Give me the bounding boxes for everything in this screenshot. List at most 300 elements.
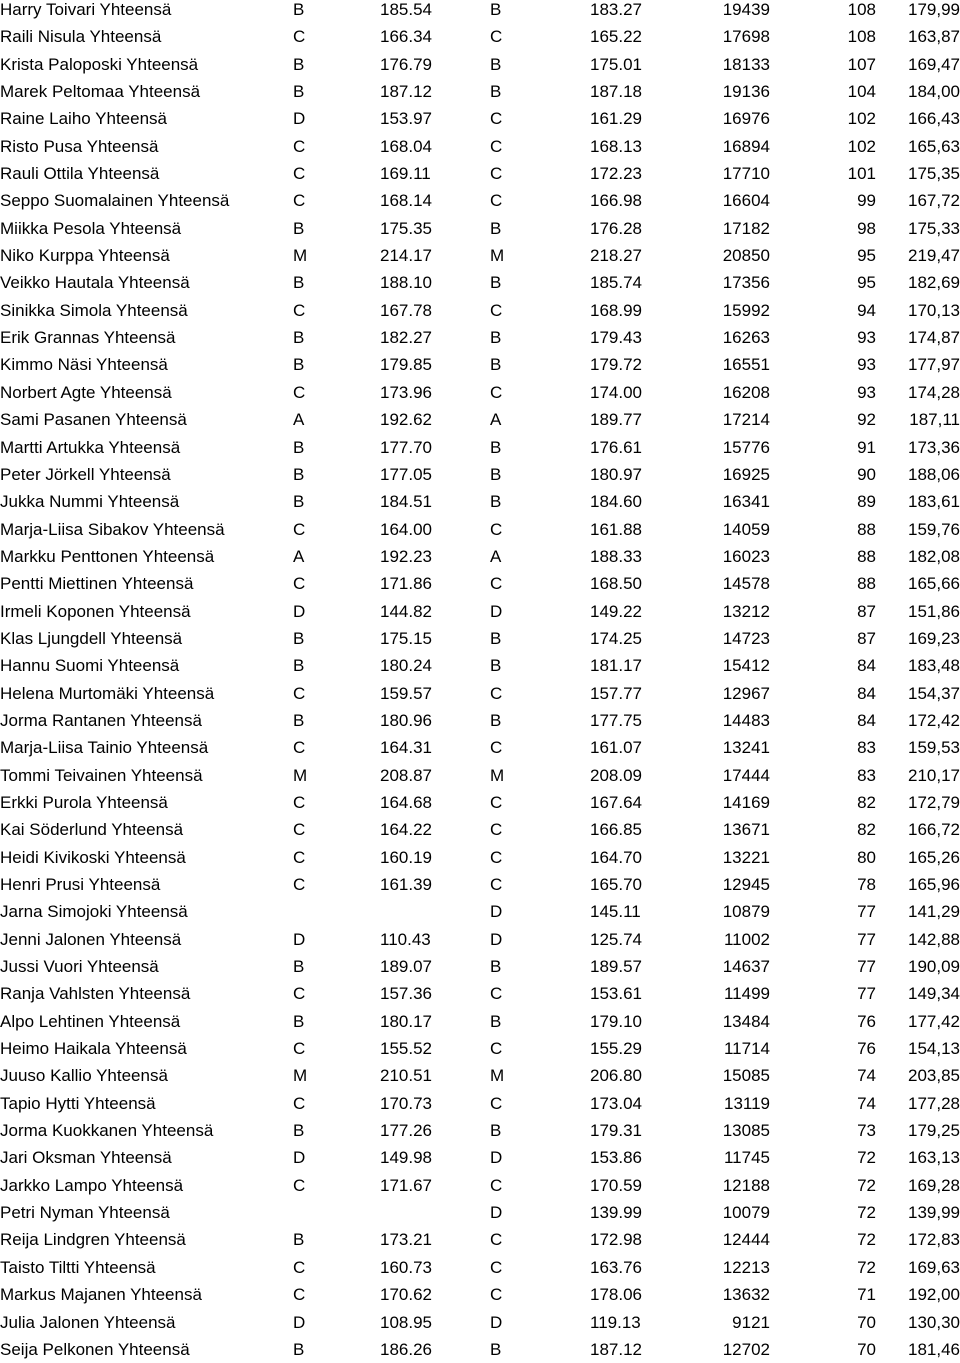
- class-cell-2: C: [490, 1230, 503, 1250]
- total-pins-cell: 14723: [722, 628, 770, 648]
- overall-average-cell: 166,43: [908, 109, 960, 129]
- class-cell-2: C: [490, 683, 503, 703]
- player-name-cell: Marja-Liisa Tainio Yhteensä: [0, 738, 209, 758]
- player-name-cell: Jari Oksman Yhteensä: [0, 1148, 172, 1168]
- total-pins-cell: 12444: [722, 1230, 770, 1250]
- average-cell-2: 188.33: [590, 546, 642, 566]
- average-cell-2: 179.10: [590, 1011, 642, 1031]
- games-count-cell: 87: [857, 601, 876, 621]
- class-cell-1: C: [293, 300, 306, 320]
- table-row: [0, 215, 960, 242]
- total-pins-cell: 15992: [722, 300, 770, 320]
- average-cell-2: 164.70: [590, 847, 642, 867]
- total-pins-cell: 12945: [722, 875, 770, 894]
- average-cell-1: 180.24: [380, 656, 432, 676]
- class-cell-2: M: [490, 246, 505, 266]
- average-cell-1: 160.19: [380, 847, 432, 867]
- average-cell-1: 159.57: [380, 683, 432, 703]
- average-cell-2: 176.61: [590, 437, 642, 457]
- total-pins-cell: 16976: [722, 109, 770, 129]
- table-row: [0, 242, 960, 269]
- total-pins-cell: 17356: [722, 273, 770, 293]
- table-row: [0, 351, 960, 378]
- overall-average-cell: 182,08: [908, 546, 960, 566]
- overall-average-cell: 172,79: [908, 792, 960, 812]
- average-cell-1: 169.11: [380, 164, 431, 184]
- player-name-cell: Krista Paloposki Yhteensä: [0, 54, 199, 74]
- player-name-cell: Raine Laiho Yhteensä: [0, 109, 167, 129]
- table-row: [0, 1281, 960, 1308]
- games-count-cell: 88: [857, 546, 876, 566]
- games-count-cell: 88: [857, 519, 876, 539]
- class-cell-2: B: [490, 628, 502, 648]
- class-cell-2: M: [490, 1066, 505, 1086]
- total-pins-cell: 13632: [722, 1285, 770, 1305]
- average-cell-2: 119.13: [590, 1312, 641, 1332]
- total-pins-cell: 11745: [723, 1148, 770, 1168]
- games-count-cell: 80: [857, 847, 876, 867]
- table-row: [0, 953, 960, 980]
- table-row: [0, 734, 960, 761]
- games-count-cell: 84: [857, 656, 876, 676]
- class-cell-1: B: [293, 1230, 305, 1250]
- overall-average-cell: 192,00: [908, 1285, 960, 1305]
- overall-average-cell: 169,63: [908, 1257, 960, 1277]
- average-cell-1: 188.10: [380, 273, 432, 293]
- player-name-cell: Peter Jörkell Yhteensä: [0, 464, 171, 484]
- class-cell-2: C: [490, 136, 503, 156]
- total-pins-cell: 11714: [723, 1039, 770, 1059]
- table-row: [0, 543, 960, 570]
- class-cell-2: A: [490, 410, 502, 430]
- player-name-cell: Seppo Suomalainen Yhteensä: [0, 191, 230, 211]
- class-cell-1: D: [293, 1148, 306, 1168]
- total-pins-cell: 12702: [722, 1339, 770, 1359]
- player-name-cell: Jussi Vuori Yhteensä: [0, 957, 159, 977]
- games-count-cell: 90: [857, 464, 876, 484]
- average-cell-1: 186.26: [380, 1339, 432, 1359]
- class-cell-1: C: [293, 519, 306, 539]
- class-cell-1: C: [293, 164, 306, 184]
- table-row: [0, 461, 960, 488]
- games-count-cell: 72: [857, 1230, 876, 1250]
- average-cell-2: 163.76: [590, 1257, 642, 1277]
- overall-average-cell: 190,09: [908, 957, 960, 977]
- average-cell-1: 177.05: [380, 464, 432, 484]
- games-count-cell: 82: [857, 820, 876, 840]
- overall-average-cell: 167,72: [908, 191, 960, 211]
- games-count-cell: 74: [857, 1093, 876, 1113]
- average-cell-1: 182.27: [380, 328, 432, 348]
- overall-average-cell: 165,26: [908, 847, 960, 867]
- games-count-cell: 89: [857, 492, 876, 512]
- total-pins-cell: 13221: [722, 847, 770, 867]
- table-row: [0, 1199, 960, 1226]
- average-cell-1: 185.54: [380, 0, 432, 19]
- player-name-cell: Reija Lindgren Yhteensä: [0, 1230, 186, 1250]
- average-cell-2: 187.18: [590, 82, 642, 102]
- class-cell-2: B: [490, 656, 502, 676]
- average-cell-2: 170.59: [590, 1175, 642, 1195]
- player-name-cell: Julia Jalonen Yhteensä: [0, 1312, 176, 1332]
- overall-average-cell: 172,42: [908, 710, 960, 730]
- player-name-cell: Jorma Rantanen Yhteensä: [0, 710, 202, 730]
- average-cell-2: 179.43: [590, 328, 642, 348]
- total-pins-cell: 11002: [723, 929, 770, 949]
- player-name-cell: Raili Nisula Yhteensä: [0, 27, 162, 47]
- class-cell-1: C: [293, 683, 306, 703]
- games-count-cell: 93: [857, 328, 876, 348]
- average-cell-2: 189.57: [590, 957, 642, 977]
- total-pins-cell: 15085: [722, 1066, 770, 1086]
- average-cell-1: [380, 1199, 490, 1226]
- average-cell-2: 168.50: [590, 574, 642, 594]
- total-pins-cell: 17698: [722, 27, 770, 47]
- games-count-cell: 101: [847, 164, 876, 184]
- overall-average-cell: 154,13: [908, 1039, 960, 1059]
- games-count-cell: 76: [857, 1011, 876, 1031]
- table-row: [0, 187, 960, 214]
- overall-average-cell: 179,25: [908, 1121, 960, 1141]
- class-cell-1: A: [293, 410, 305, 430]
- class-cell-2: D: [490, 902, 503, 922]
- games-count-cell: 77: [857, 929, 876, 949]
- total-pins-cell: 14169: [722, 792, 770, 812]
- table-row: [0, 1090, 960, 1117]
- player-name-cell: Harry Toivari Yhteensä: [0, 0, 172, 19]
- average-cell-1: 168.04: [380, 136, 432, 156]
- table-row: [0, 160, 960, 187]
- average-cell-1: 164.31: [380, 738, 432, 758]
- games-count-cell: 70: [857, 1312, 876, 1332]
- average-cell-1: 180.96: [380, 710, 432, 730]
- class-cell-2: C: [490, 875, 503, 894]
- average-cell-2: 184.60: [590, 492, 642, 512]
- player-name-cell: Hannu Suomi Yhteensä: [0, 656, 180, 676]
- total-pins-cell: 16208: [722, 382, 770, 402]
- games-count-cell: 102: [847, 136, 876, 156]
- player-name-cell: Jorma Kuokkanen Yhteensä: [0, 1121, 214, 1141]
- average-cell-1: 110.43: [380, 929, 431, 949]
- overall-average-cell: 165,63: [908, 136, 960, 156]
- class-cell-2: C: [490, 738, 503, 758]
- overall-average-cell: 187,11: [909, 410, 960, 430]
- average-cell-1: 177.70: [380, 437, 432, 457]
- table-row: [0, 570, 960, 597]
- average-cell-2: 179.72: [590, 355, 642, 375]
- average-cell-1: 160.73: [380, 1257, 432, 1277]
- class-cell-1: C: [293, 847, 306, 867]
- class-cell-1: C: [293, 574, 306, 594]
- class-cell-1: B: [293, 54, 305, 74]
- class-cell-2: C: [490, 574, 503, 594]
- average-cell-2: 208.09: [590, 765, 642, 785]
- overall-average-cell: 183,48: [908, 656, 960, 676]
- class-cell-2: M: [490, 765, 505, 785]
- games-count-cell: 107: [847, 54, 876, 74]
- total-pins-cell: 17214: [722, 410, 770, 430]
- class-cell-1: C: [293, 875, 306, 894]
- overall-average-cell: 181,46: [908, 1339, 960, 1359]
- total-pins-cell: 15412: [722, 656, 770, 676]
- class-cell-2: C: [490, 1257, 503, 1277]
- class-cell-1: C: [293, 1285, 306, 1305]
- overall-average-cell: 139,99: [908, 1203, 960, 1223]
- class-cell-2: D: [490, 1148, 503, 1168]
- average-cell-2: 165.22: [590, 27, 642, 47]
- table-row: [0, 516, 960, 543]
- average-cell-2: 176.28: [590, 218, 642, 238]
- games-count-cell: 95: [857, 246, 876, 266]
- average-cell-2: 175.01: [590, 54, 642, 74]
- total-pins-cell: 13241: [722, 738, 770, 758]
- class-cell-2: D: [490, 1203, 503, 1223]
- class-cell-2: C: [490, 27, 503, 47]
- overall-average-cell: 142,88: [908, 929, 960, 949]
- games-count-cell: 102: [847, 109, 876, 129]
- table-row: [0, 133, 960, 160]
- average-cell-1: 170.73: [380, 1093, 432, 1113]
- table-row: [0, 0, 960, 23]
- table-row: [0, 1008, 960, 1035]
- average-cell-1: 187.12: [380, 82, 432, 102]
- average-cell-2: 153.86: [590, 1148, 642, 1168]
- class-cell-2: C: [490, 1093, 503, 1113]
- average-cell-1: 171.86: [380, 574, 432, 594]
- class-cell-2: D: [490, 601, 503, 621]
- player-name-cell: Risto Pusa Yhteensä: [0, 136, 159, 156]
- player-name-cell: Jarkko Lampo Yhteensä: [0, 1175, 184, 1195]
- average-cell-1: 108.95: [380, 1312, 432, 1332]
- overall-average-cell: 165,96: [908, 875, 960, 894]
- player-name-cell: Henri Prusi Yhteensä: [0, 875, 161, 894]
- games-count-cell: 94: [857, 300, 876, 320]
- average-cell-2: 178.06: [590, 1285, 642, 1305]
- table-row: [0, 1172, 960, 1199]
- table-row: [0, 406, 960, 433]
- overall-average-cell: 165,66: [908, 574, 960, 594]
- class-cell-1: B: [293, 82, 305, 102]
- average-cell-2: 153.61: [590, 984, 642, 1004]
- table-row: [0, 105, 960, 132]
- class-cell-2: B: [490, 355, 502, 375]
- table-row: [0, 680, 960, 707]
- average-cell-1: 149.98: [380, 1148, 432, 1168]
- games-count-cell: 99: [857, 191, 876, 211]
- average-cell-2: 174.00: [590, 382, 642, 402]
- table-row: [0, 926, 960, 953]
- class-cell-1: B: [293, 218, 305, 238]
- table-row: [0, 980, 960, 1007]
- class-cell-1: [293, 1199, 380, 1226]
- overall-average-cell: 172,83: [908, 1230, 960, 1250]
- class-cell-1: C: [293, 1257, 306, 1277]
- class-cell-1: D: [293, 109, 306, 129]
- class-cell-2: C: [490, 382, 503, 402]
- total-pins-cell: 18133: [722, 54, 770, 74]
- average-cell-2: 155.29: [590, 1039, 642, 1059]
- table-row: [0, 871, 960, 898]
- class-cell-1: M: [293, 765, 308, 785]
- games-count-cell: 87: [857, 628, 876, 648]
- games-count-cell: 72: [857, 1203, 876, 1223]
- class-cell-1: B: [293, 437, 305, 457]
- class-cell-1: B: [293, 1339, 305, 1359]
- total-pins-cell: 10079: [722, 1203, 770, 1223]
- average-cell-1: 167.78: [380, 300, 432, 320]
- games-count-cell: 82: [857, 792, 876, 812]
- player-name-cell: Kai Söderlund Yhteensä: [0, 820, 184, 840]
- player-name-cell: Klas Ljungdell Yhteensä: [0, 628, 183, 648]
- player-name-cell: Ranja Vahlsten Yhteensä: [0, 984, 191, 1004]
- class-cell-1: D: [293, 929, 306, 949]
- class-cell-2: C: [490, 1175, 503, 1195]
- overall-average-cell: 174,87: [908, 328, 960, 348]
- class-cell-2: B: [490, 464, 502, 484]
- player-name-cell: Seija Pelkonen Yhteensä: [0, 1339, 190, 1359]
- overall-average-cell: 174,28: [908, 382, 960, 402]
- class-cell-1: M: [293, 1066, 308, 1086]
- total-pins-cell: 19439: [722, 0, 770, 19]
- games-count-cell: 77: [857, 984, 876, 1004]
- class-cell-2: C: [490, 1285, 503, 1305]
- table-row: [0, 1254, 960, 1281]
- class-cell-2: B: [490, 82, 502, 102]
- table-row: [0, 707, 960, 734]
- total-pins-cell: 14483: [722, 710, 770, 730]
- player-name-cell: Kimmo Näsi Yhteensä: [0, 355, 168, 375]
- games-count-cell: 73: [857, 1121, 876, 1141]
- average-cell-1: 171.67: [380, 1175, 432, 1195]
- class-cell-2: B: [490, 957, 502, 977]
- class-cell-2: B: [490, 1339, 502, 1359]
- average-cell-1: 179.85: [380, 355, 432, 375]
- total-pins-cell: 17182: [722, 218, 770, 238]
- class-cell-2: D: [490, 929, 503, 949]
- total-pins-cell: 16925: [722, 464, 770, 484]
- games-count-cell: 98: [857, 218, 876, 238]
- average-cell-2: 161.29: [590, 109, 642, 129]
- average-cell-1: 161.39: [380, 875, 432, 894]
- average-cell-2: 179.31: [590, 1121, 642, 1141]
- overall-average-cell: 177,97: [908, 355, 960, 375]
- average-cell-1: 170.62: [380, 1285, 432, 1305]
- average-cell-1: 176.79: [380, 54, 432, 74]
- games-count-cell: 71: [857, 1285, 876, 1305]
- games-count-cell: 108: [847, 0, 876, 19]
- total-pins-cell: 16341: [722, 492, 770, 512]
- table-row: [0, 816, 960, 843]
- average-cell-1: 173.21: [380, 1230, 432, 1250]
- class-cell-1: [293, 898, 380, 925]
- player-name-cell: Helena Murtomäki Yhteensä: [0, 683, 215, 703]
- player-name-cell: Rauli Ottila Yhteensä: [0, 164, 160, 184]
- class-cell-2: B: [490, 0, 502, 19]
- table-row: [0, 51, 960, 78]
- average-cell-1: 164.22: [380, 820, 432, 840]
- average-cell-2: 168.99: [590, 300, 642, 320]
- total-pins-cell: 20850: [722, 246, 770, 266]
- class-cell-1: B: [293, 656, 305, 676]
- class-cell-2: B: [490, 1121, 502, 1141]
- average-cell-1: [380, 898, 490, 925]
- games-count-cell: 88: [857, 574, 876, 594]
- average-cell-2: 172.98: [590, 1230, 642, 1250]
- table-row: [0, 1035, 960, 1062]
- games-count-cell: 84: [857, 710, 876, 730]
- total-pins-cell: 11499: [723, 984, 770, 1004]
- player-name-cell: Pentti Miettinen Yhteensä: [0, 574, 194, 594]
- average-cell-1: 208.87: [380, 765, 432, 785]
- table-row: [0, 1336, 960, 1363]
- player-name-cell: Juuso Kallio Yhteensä: [0, 1066, 168, 1086]
- class-cell-2: B: [490, 328, 502, 348]
- class-cell-2: B: [490, 54, 502, 74]
- class-cell-1: B: [293, 492, 305, 512]
- games-count-cell: 72: [857, 1175, 876, 1195]
- average-cell-2: 161.88: [590, 519, 642, 539]
- player-name-cell: Martti Artukka Yhteensä: [0, 437, 181, 457]
- total-pins-cell: 12213: [722, 1257, 770, 1277]
- overall-average-cell: 149,34: [908, 984, 960, 1004]
- games-count-cell: 72: [857, 1148, 876, 1168]
- class-cell-2: C: [490, 164, 503, 184]
- average-cell-2: 166.85: [590, 820, 642, 840]
- total-pins-cell: 13119: [723, 1093, 770, 1113]
- total-pins-cell: 13085: [722, 1121, 770, 1141]
- average-cell-2: 181.17: [590, 656, 642, 676]
- overall-average-cell: 210,17: [908, 765, 960, 785]
- class-cell-2: C: [490, 847, 503, 867]
- average-cell-2: 173.04: [590, 1093, 642, 1113]
- table-row: [0, 1062, 960, 1089]
- player-name-cell: Tapio Hytti Yhteensä: [0, 1093, 156, 1113]
- average-cell-2: 180.97: [590, 464, 642, 484]
- games-count-cell: 76: [857, 1039, 876, 1059]
- average-cell-1: 173.96: [380, 382, 432, 402]
- games-count-cell: 72: [857, 1257, 876, 1277]
- average-cell-2: 177.75: [590, 710, 642, 730]
- class-cell-1: A: [293, 546, 305, 566]
- average-cell-2: 165.70: [590, 875, 642, 894]
- total-pins-cell: 13212: [722, 601, 770, 621]
- total-pins-cell: 13484: [722, 1011, 770, 1031]
- average-cell-1: 210.51: [380, 1066, 432, 1086]
- overall-average-cell: 159,53: [908, 738, 960, 758]
- player-name-cell: Tommi Teivainen Yhteensä: [0, 765, 203, 785]
- table-row: [0, 434, 960, 461]
- total-pins-cell: 17710: [722, 164, 770, 184]
- class-cell-2: C: [490, 300, 503, 320]
- class-cell-2: B: [490, 1011, 502, 1031]
- player-name-cell: Jarna Simojoki Yhteensä: [0, 902, 188, 922]
- average-cell-2: 139.99: [590, 1203, 642, 1223]
- class-cell-1: B: [293, 957, 305, 977]
- total-pins-cell: 12188: [722, 1175, 770, 1195]
- table-row: [0, 1226, 960, 1253]
- class-cell-2: B: [490, 437, 502, 457]
- overall-average-cell: 188,06: [908, 464, 960, 484]
- total-pins-cell: 14578: [722, 574, 770, 594]
- table-row: [0, 898, 960, 925]
- overall-average-cell: 219,47: [908, 246, 960, 266]
- overall-average-cell: 175,33: [908, 218, 960, 238]
- overall-average-cell: 177,42: [908, 1011, 960, 1031]
- class-cell-1: B: [293, 328, 305, 348]
- class-cell-1: B: [293, 1121, 305, 1141]
- average-cell-1: 175.35: [380, 218, 432, 238]
- class-cell-1: B: [293, 1011, 305, 1031]
